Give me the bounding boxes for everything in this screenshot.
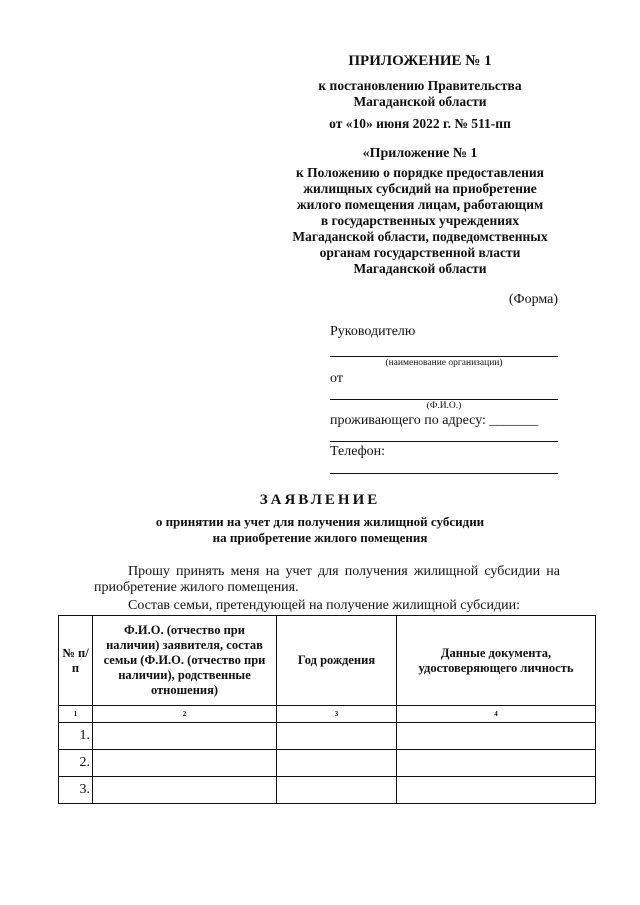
- id-document-cell[interactable]: [397, 750, 596, 777]
- row-number: 2.: [59, 750, 93, 777]
- phone-label: Телефон:: [330, 444, 386, 459]
- fio-cell[interactable]: [93, 723, 277, 750]
- column-index: 3: [277, 706, 397, 723]
- request-paragraph: Прошу принять меня на учет для получения жилищной субсидии на приобретение жилого помещения.: [94, 564, 560, 595]
- regulation-line: к Положению о порядке предоставления: [296, 165, 544, 180]
- statement-subtitle: [100, 514, 540, 546]
- statement-subtitle-line: на приобретение жилого помещения: [212, 530, 428, 545]
- row-number: 3.: [59, 777, 93, 804]
- statement-subtitle-line: о принятии на учет для получения жилищной субсидии: [155, 514, 485, 529]
- regulation-reference: [270, 165, 570, 277]
- phone-line: [330, 473, 558, 474]
- column-index-row: [59, 706, 596, 723]
- table-header-row: [59, 616, 596, 706]
- row-number: 1.: [59, 723, 93, 750]
- birth-year-cell[interactable]: [277, 777, 397, 804]
- statement-title: ЗАЯВЛЕНИЕ: [259, 492, 381, 508]
- fio-cell[interactable]: [93, 777, 277, 804]
- id-document-cell[interactable]: [397, 777, 596, 804]
- column-header-fio: Ф.И.О. (отчество при наличии) заявителя, состав семьи (Ф.И.О. (отчество при наличии), родственные отношения): [93, 616, 277, 706]
- appendix2-title: «Приложение № 1: [362, 146, 478, 161]
- regulation-line: в государственных учреждениях: [320, 213, 520, 228]
- appendix-title: ПРИЛОЖЕНИЕ № 1: [348, 53, 492, 69]
- table-row: [59, 723, 596, 750]
- organization-name-line: [330, 356, 558, 357]
- regulation-line: Магаданской области: [353, 261, 487, 276]
- organization-hint: (наименование организации): [385, 358, 503, 368]
- column-index: 1: [59, 706, 93, 723]
- fio-cell[interactable]: [93, 750, 277, 777]
- column-header-number: № п/п: [59, 616, 93, 706]
- fio-line: [330, 399, 558, 400]
- birth-year-cell[interactable]: [277, 723, 397, 750]
- from-label: от: [330, 371, 343, 386]
- address-label: проживающего по адресу: _______: [330, 413, 539, 428]
- family-table: [58, 615, 596, 804]
- fio-hint: (Ф.И.О.): [426, 401, 462, 411]
- decree-line: Магаданской области: [353, 94, 487, 109]
- column-index: 4: [397, 706, 596, 723]
- address-line: [330, 441, 558, 442]
- birth-year-cell[interactable]: [277, 750, 397, 777]
- decree-reference: [270, 78, 570, 110]
- decree-line: к постановлению Правительства: [318, 78, 522, 93]
- regulation-line: органам государственной власти: [319, 245, 521, 260]
- regulation-line: жилого помещения лицам, работающим: [296, 197, 544, 212]
- column-header-birth-year: Год рождения: [277, 616, 397, 706]
- regulation-line: Магаданской области, подведомственных: [292, 229, 548, 244]
- regulation-line: жилищных субсидий на приобретение: [303, 181, 537, 196]
- recipient-heading: Руководителю: [330, 324, 416, 339]
- form-label: (Форма): [508, 292, 558, 307]
- column-header-id-document: Данные документа, удостоверяющего личность: [397, 616, 596, 706]
- table-row: [59, 777, 596, 804]
- decree-date: от «10» июня 2022 г. № 511-пп: [329, 116, 511, 131]
- table-row: [59, 750, 596, 777]
- column-index: 2: [93, 706, 277, 723]
- family-paragraph: Состав семьи, претендующей на получение жилищной субсидии:: [128, 598, 520, 613]
- id-document-cell[interactable]: [397, 723, 596, 750]
